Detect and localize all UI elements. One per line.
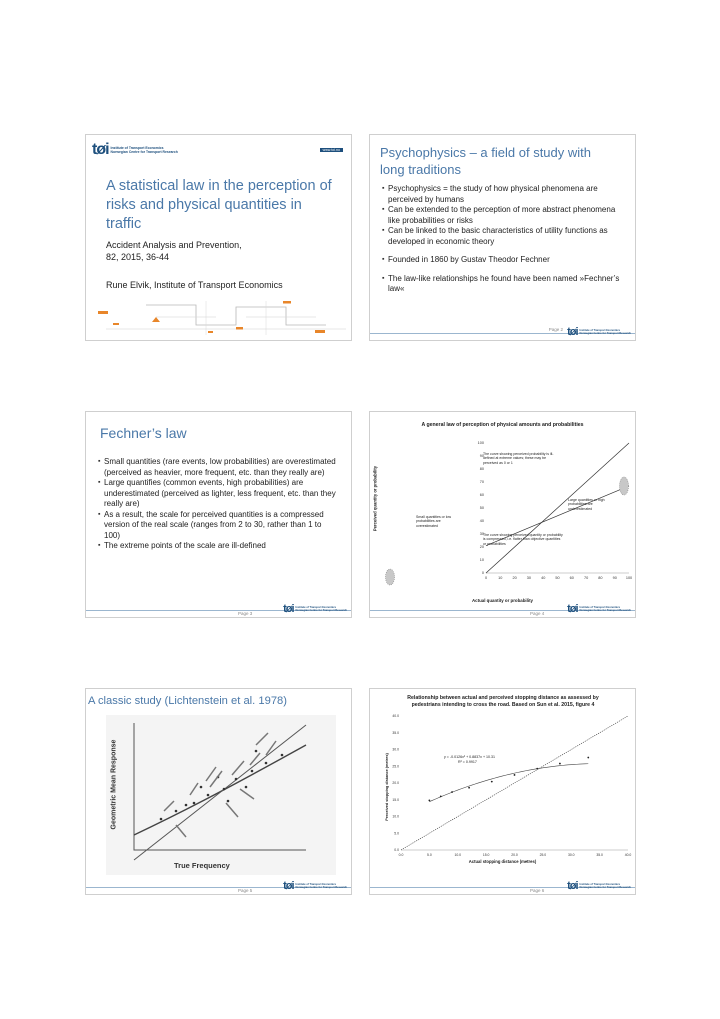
x-tick-label: 20.0 <box>511 853 518 857</box>
x-axis-label: True Frequency <box>174 861 230 870</box>
bullet-list <box>382 184 622 295</box>
author: Rune Elvik, Institute of Transport Economics <box>106 280 283 290</box>
x-tick-label: 80 <box>598 576 603 580</box>
logo-line-1: Institute of Transport Economics <box>295 883 337 886</box>
bullet-item: ▪ Can be extended to the perception of more abstract phenomena like probabilities or risks <box>382 205 622 226</box>
chart-title: A general law of perception of physical amounts and probabilities <box>421 422 584 428</box>
logo-mark: tøi <box>567 880 578 892</box>
annotation-left: Small quantities or low probabilities are overestimated <box>416 515 452 528</box>
bullet-item: ▪ The law-like relationships he found have been named »Fechner’s law« <box>382 274 622 295</box>
x-tick-label: 5.0 <box>427 853 432 857</box>
data-point <box>468 787 470 789</box>
y-tick-label: 0 <box>481 571 484 576</box>
logo-org-text <box>580 329 631 335</box>
bullet-item: ▪ Psychophysics = the study of how physical phenomena are perceived by humans <box>382 184 622 205</box>
trendline-r-squared: R² = 0.9917 <box>458 760 477 764</box>
y-tick-label: 25.0 <box>392 764 399 769</box>
logo-org-text <box>296 606 347 612</box>
y-tick-label: 20 <box>479 545 484 550</box>
general-law-chart <box>370 412 636 618</box>
x-tick-label: 25.0 <box>539 853 547 857</box>
y-tick-label: 80 <box>479 467 484 472</box>
citation: Accident Analysis and Prevention, 82, 2015, 36-44 <box>106 240 242 262</box>
x-tick-label: 60 <box>569 576 574 580</box>
logo-line-1: Institute of Transport Economics <box>295 606 337 609</box>
slide-heading: Fechner’s law <box>100 425 187 441</box>
toi-logo <box>567 326 631 338</box>
slide-title-text: A statistical law in the perception of risks and physical quantities in traffic <box>106 178 332 232</box>
logo-mark: tøi <box>567 603 578 615</box>
y-tick-label: 30 <box>479 532 484 537</box>
x-tick-label: 10 <box>498 576 503 580</box>
y-axis-label: Perceived stopping distance (metres) <box>385 753 389 821</box>
logo-line-2: Norwegian Centre for Transport Research <box>579 332 631 335</box>
chart-title: Relationship between actual and perceived stopping distance as assessed by pedestrians intending to cross the road. Based on Sun et al. 2015, figure 4 <box>407 695 599 708</box>
decorative-map-strip <box>86 295 352 341</box>
logo-line-1: Institute of Transport Economics <box>579 329 621 332</box>
x-tick-label: 40 <box>541 576 546 580</box>
x-tick-label: 40.0 <box>624 853 632 857</box>
toi-logo <box>567 603 631 615</box>
page-number: Page 6 <box>530 888 545 893</box>
x-tick-label: 70 <box>583 576 589 580</box>
slide-classic-study <box>85 688 352 895</box>
y-tick-label: 100 <box>477 441 484 446</box>
y-tick-label: 70 <box>479 480 484 485</box>
logo-org-text <box>111 146 178 154</box>
logo-line-2: Norwegian Centre for Transport Research <box>295 609 347 612</box>
x-tick-label: 0.0 <box>398 853 404 857</box>
ill-defined-lower-marker <box>386 569 395 585</box>
x-tick-label: 30.0 <box>567 853 575 857</box>
stopping-distance-chart <box>370 689 636 895</box>
logo-line-1: Institute of Transport Economics <box>579 606 621 609</box>
y-tick-label: 40.0 <box>392 714 399 719</box>
logo-mark: tøi <box>283 603 294 615</box>
bullet-item: ▪ Small quantities (rare events, low probabilities) are overestimated (perceived as heavier, more frequent, etc. than they really are) <box>98 457 338 478</box>
x-tick-label: 90 <box>612 576 617 580</box>
logo-line-2: Norwegian Centre for Transport Research <box>579 886 631 889</box>
toi-logo <box>283 880 347 892</box>
logo-mark: tøi <box>92 141 109 158</box>
x-tick-label: 50 <box>555 576 560 580</box>
slide-general-law-chart <box>369 411 636 618</box>
data-point <box>451 791 453 793</box>
x-tick-label: 20 <box>512 576 517 580</box>
x-tick-label: 30 <box>526 576 532 580</box>
slide-psychophysics <box>369 134 636 341</box>
logo-line-1: Institute of Transport Economics <box>579 883 621 886</box>
toi-logo <box>92 141 178 159</box>
y-tick-label: 40 <box>479 519 484 524</box>
y-tick-label: 90 <box>479 454 484 459</box>
y-tick-label: 20.0 <box>392 781 399 786</box>
logo-mark: tøi <box>567 326 578 338</box>
annotation-right: Large quantities or high probabilities are underestimated <box>568 498 605 511</box>
y-tick-label: 50 <box>479 506 484 511</box>
data-point <box>559 763 561 765</box>
trendline <box>429 764 588 802</box>
slide-heading: Psychophysics – a field of study with long traditions <box>380 145 591 177</box>
data-point <box>587 757 589 759</box>
y-tick-label: 15.0 <box>392 797 399 802</box>
toi-logo <box>283 603 347 615</box>
annotation-top: The curve showing perceived probability is ill-defined at extreme values; these may be perceived as 0 or 1 <box>483 452 554 465</box>
y-tick-label: 0.0 <box>394 848 399 853</box>
data-point <box>440 796 442 798</box>
website-badge: www.toi.no <box>320 148 343 152</box>
y-tick-label: 60 <box>479 493 484 498</box>
data-point <box>536 768 538 770</box>
slide-title <box>85 134 352 341</box>
y-axis-label: Perceived quantity or probability <box>372 465 378 532</box>
logo-line-2: Norwegian Centre for Transport Research <box>295 886 347 889</box>
x-tick-label: 0 <box>484 576 488 580</box>
toi-logo <box>567 880 631 892</box>
x-axis-label: Actual quantity or probability <box>472 598 533 603</box>
y-tick-label: 5.0 <box>394 831 399 836</box>
bullet-item: ▪ As a result, the scale for perceived quantities is a compressed version of the real scale (ranges from 2 to 30, rather than 1 to 100) <box>98 510 338 542</box>
logo-line-1: Institute of Transport Economics <box>110 146 164 150</box>
scanned-frequency-figure <box>106 715 336 875</box>
page-number: Page 3 <box>238 611 253 616</box>
logo-line-2: Norwegian Centre for Transport Research <box>110 150 178 154</box>
data-point <box>428 800 430 802</box>
y-tick-label: 35.0 <box>392 730 399 735</box>
y-tick-label: 30.0 <box>392 747 399 752</box>
page-number: Page 5 <box>238 888 253 893</box>
bullet-item: ▪ The extreme points of the scale are ill-defined <box>98 541 338 552</box>
x-tick-label: 100 <box>625 576 633 580</box>
x-tick-label: 35.0 <box>596 853 603 857</box>
logo-org-text <box>580 606 631 612</box>
data-point <box>491 781 493 783</box>
logo-org-text <box>580 883 631 889</box>
page-number: Page 4 <box>530 611 545 616</box>
bullet-list <box>98 457 338 552</box>
logo-line-2: Norwegian Centre for Transport Research <box>579 609 631 612</box>
logo-mark: tøi <box>283 880 294 892</box>
annotation-bottom: The curve showing perceived quantity or probability is compressed, i.e. flatter than objective quantities or probabilities <box>483 533 563 546</box>
bullet-item: ▪ Can be linked to the basic characteristics of utility functions as developed in economic theory <box>382 226 622 247</box>
slide-fechners-law <box>85 411 352 618</box>
ill-defined-upper-marker <box>620 477 629 495</box>
reference-diagonal-line <box>401 716 628 850</box>
slide-stopping-distance-chart <box>369 688 636 895</box>
x-tick-label: 10.0 <box>454 853 462 857</box>
logo-org-text <box>296 883 347 889</box>
y-tick-label: 10.0 <box>392 814 399 819</box>
bullet-item: ▪ Founded in 1860 by Gustav Theodor Fechner <box>382 255 622 266</box>
x-axis-label: Actual stopping distance (metres) <box>468 859 537 864</box>
x-tick-label: 15.0 <box>482 853 490 857</box>
bullet-item: ▪ Large quantifies (common events, high probabilities) are underestimated (perceived as lighter, less frequent, etc. than they really are) <box>98 478 338 510</box>
slide-heading: A classic study (Lichtenstein et al. 1978) <box>88 695 287 707</box>
trendline-equation: y = -0.0126x² + 0.8837x + 10.31 <box>444 755 496 759</box>
y-tick-label: 10 <box>479 558 484 563</box>
data-point <box>514 774 516 776</box>
y-axis-label: Geometric Mean Response <box>110 739 118 830</box>
page-number: Page 2 <box>548 327 563 332</box>
